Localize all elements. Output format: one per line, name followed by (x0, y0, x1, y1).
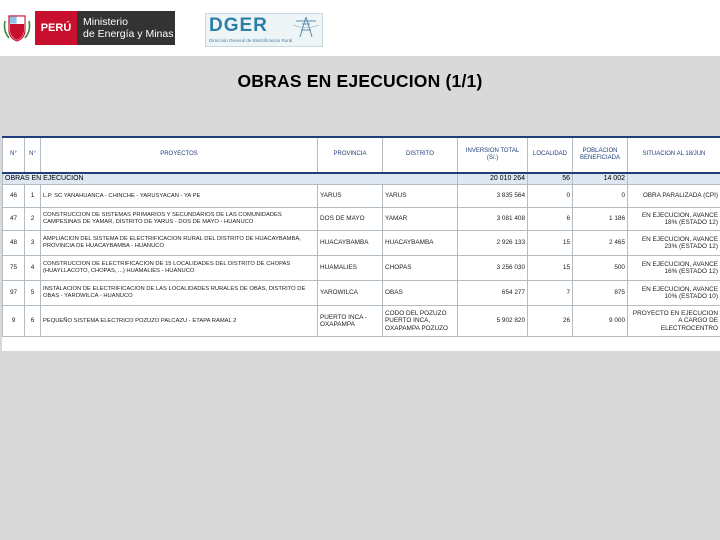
dger-subtitle: Dirección General de Electrificación Rural (209, 38, 293, 43)
dger-logo (205, 13, 323, 47)
cell-distrito: HUACAYBAMBA (383, 231, 458, 256)
cell-situacion: EN EJECUCION, AVANCE 10% (ESTADO 10) (628, 281, 720, 306)
cell-n1: 48 (3, 231, 25, 256)
cell-poblacion: 500 (573, 256, 628, 281)
cell-n1: 9 (3, 306, 25, 337)
coat-of-arms-icon (2, 11, 32, 45)
cell-localidad: 6 (528, 208, 573, 231)
col-header-proyectos: PROYECTOS (41, 137, 318, 173)
col-header-n2: N° (25, 137, 41, 173)
cell-n1: 75 (3, 256, 25, 281)
cell-provincia: DOS DE MAYO (318, 208, 383, 231)
cell-n2: 1 (25, 185, 41, 208)
cell-localidad: 15 (528, 231, 573, 256)
cell-localidad: 0 (528, 185, 573, 208)
cell-inversion: 3 081 408 (458, 208, 528, 231)
col-header-localidad: LOCALIDAD (528, 137, 573, 173)
col-header-situacion: SITUACION AL 18/JUN (628, 137, 720, 173)
cell-distrito: OBAS (383, 281, 458, 306)
cell-poblacion: 2 465 (573, 231, 628, 256)
cell-inversion: 2 926 133 (458, 231, 528, 256)
header-band (0, 0, 720, 56)
col-header-n1: N° (3, 137, 25, 173)
ministry-line-2: de Energía y Minas (83, 28, 174, 40)
slide-title: OBRAS EN EJECUCION (1/1) (237, 71, 483, 91)
cell-n1: 46 (3, 185, 25, 208)
works-table (2, 136, 720, 337)
cell-n2: 4 (25, 256, 41, 281)
section-inversion: 20 010 264 (458, 173, 528, 185)
cell-inversion: 5 902 820 (458, 306, 528, 337)
table-row (3, 306, 720, 337)
cell-provincia: PUERTO INCA - OXAPAMPA (318, 306, 383, 337)
section-row (3, 173, 720, 185)
table-row (3, 281, 720, 306)
cell-n2: 5 (25, 281, 41, 306)
cell-localidad: 15 (528, 256, 573, 281)
cell-proyecto: PEQUEÑO SISTEMA ELECTRICO POZUZO PALCAZU - ETAPA RAMAL 2 (41, 306, 318, 337)
cell-inversion: 3 835 564 (458, 185, 528, 208)
cell-proyecto: AMPLIACION DEL SISTEMA DE ELECTRIFICACION RURAL DEL DISTRITO DE HUACAYBAMBA, PROVINCIA DE HUACAYBAMBA - HUANUCO (41, 231, 318, 256)
cell-n1: 97 (3, 281, 25, 306)
cell-proyecto: CONSTRUCCION DE SISTEMAS PRIMARIOS Y SECUNDARIOS DE LAS COMUNIDADES CAMPESINAS DE YAMAR, DISTRITO DE YARUS - DOS DE MAYO - HUANUCO (41, 208, 318, 231)
ministry-line-1: Ministerio (83, 16, 128, 28)
cell-localidad: 7 (528, 281, 573, 306)
cell-n1: 47 (3, 208, 25, 231)
cell-n2: 6 (25, 306, 41, 337)
cell-poblacion: 9 000 (573, 306, 628, 337)
col-header-inversion: INVERSION TOTAL (S/.) (458, 137, 528, 173)
table-row (3, 185, 720, 208)
spreadsheet-area (2, 136, 720, 351)
table-header-row (3, 137, 720, 173)
cell-proyecto: INSTALACION DE ELECTRIFICACION DE LAS LOCALIDADES RURALES DE OBAS, DISTRITO DE OBAS - YAROWILCA - HUANUCO (41, 281, 318, 306)
cell-situacion: EN EJECUCION, AVANCE 18% (ESTADO 12) (628, 208, 720, 231)
cell-inversion: 654 277 (458, 281, 528, 306)
cell-distrito: CHOPAS (383, 256, 458, 281)
cell-distrito: YAMAR (383, 208, 458, 231)
cell-situacion: PROYECTO EN EJECUCION A CARGO DE ELECTROCENTRO (628, 306, 720, 337)
section-localidad: 56 (528, 173, 573, 185)
section-label: OBRAS EN EJECUCION (3, 173, 458, 185)
table-row (3, 256, 720, 281)
cell-situacion: EN EJECUCION, AVANCE 16% (ESTADO 12) (628, 256, 720, 281)
cell-localidad: 26 (528, 306, 573, 337)
cell-provincia: YARUS (318, 185, 383, 208)
cell-provincia: YAROWILCA (318, 281, 383, 306)
cell-provincia: HUAMALIES (318, 256, 383, 281)
peru-ministry-logo (2, 10, 182, 46)
transmission-tower-icon (293, 16, 319, 38)
col-header-distrito: DISTRITO (383, 137, 458, 173)
section-poblacion: 14 002 (573, 173, 628, 185)
table-row (3, 231, 720, 256)
col-header-provincia: PROVINCIA (318, 137, 383, 173)
cell-poblacion: 875 (573, 281, 628, 306)
cell-situacion: OBRA PARALIZADA (CPI) (628, 185, 720, 208)
peru-label: PERÚ (35, 11, 77, 45)
cell-distrito: YARUS (383, 185, 458, 208)
cell-inversion: 3 256 030 (458, 256, 528, 281)
cell-n2: 2 (25, 208, 41, 231)
cell-proyecto: L.P. SC YANAHUANCA - CHINCHE - YARUSYACAN - YA PE (41, 185, 318, 208)
dger-wordmark: DGER (209, 15, 268, 36)
table-row (3, 208, 720, 231)
cell-provincia: HUACAYBAMBA (318, 231, 383, 256)
cell-proyecto: CONSTRUCCION DE ELECTRIFICACION DE 15 LOCALIDADES DEL DISTRITO DE CHOPAS (HUAYLLACOTO, CHOPAS, ...) HUAMALIES - HUANUCO (41, 256, 318, 281)
cell-distrito: CODO DEL POZUZO PUERTO INCA, OXAPAMPA POZUZO (383, 306, 458, 337)
cell-poblacion: 1 186 (573, 208, 628, 231)
col-header-poblacion: POBLACION BENEFICIADA (573, 137, 628, 173)
ministry-name (77, 11, 175, 45)
section-situacion (628, 173, 720, 185)
cell-n2: 3 (25, 231, 41, 256)
cell-situacion: EN EJECUCION, AVANCE 23% (ESTADO 12) (628, 231, 720, 256)
cell-poblacion: 0 (573, 185, 628, 208)
